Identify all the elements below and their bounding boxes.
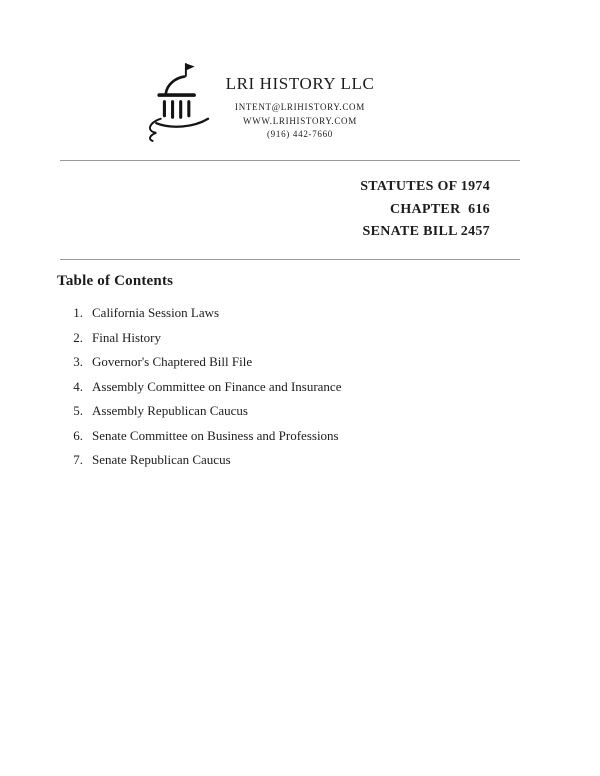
toc-item-label: Senate Republican Caucus bbox=[92, 452, 231, 467]
toc-item-label: Assembly Committee on Finance and Insurance bbox=[92, 378, 342, 394]
toc-item-number: 1. bbox=[73, 305, 83, 320]
toc-item-number: 5. bbox=[73, 403, 83, 418]
toc-item bbox=[66, 429, 341, 442]
toc-item-label: Senate Committee on Business and Professions bbox=[92, 427, 339, 443]
letterhead bbox=[198, 74, 402, 142]
phone-text: (916) 442-7660 bbox=[266, 129, 334, 139]
toc-item-label: Final History bbox=[92, 329, 161, 345]
email-text: INTENT@LRIHISTORY.COM bbox=[235, 102, 365, 112]
senate-bill-line: SENATE BILL 2457 bbox=[362, 224, 490, 239]
divider-top bbox=[60, 160, 520, 161]
toc-item-number: 6. bbox=[73, 427, 83, 443]
toc-item-number: 4. bbox=[73, 378, 83, 394]
toc-list bbox=[66, 306, 341, 478]
company-name: LRI HISTORY LLC bbox=[225, 74, 375, 93]
bill-info bbox=[360, 176, 490, 244]
website-text: WWW.LRIHISTORY.COM bbox=[243, 115, 357, 126]
toc-item-label: Governor's Chaptered Bill File bbox=[92, 354, 253, 369]
divider-bottom bbox=[60, 259, 520, 260]
toc-item-number: 7. bbox=[73, 452, 83, 467]
toc-title: Table of Contents bbox=[57, 273, 174, 289]
toc-item bbox=[66, 355, 341, 368]
chapter-line: CHAPTER 616 bbox=[389, 201, 490, 217]
toc-item-number: 2. bbox=[73, 329, 83, 345]
toc-item-label: California Session Laws bbox=[92, 305, 220, 320]
statutes-line: STATUTES OF 1974 bbox=[360, 179, 490, 194]
toc-item bbox=[66, 453, 341, 466]
toc-item-label: Assembly Republican Caucus bbox=[92, 403, 248, 418]
toc-item-number: 3. bbox=[73, 354, 83, 369]
toc-item bbox=[66, 380, 341, 393]
toc-item bbox=[66, 331, 341, 344]
toc-item bbox=[66, 404, 341, 417]
toc-item bbox=[66, 306, 341, 319]
